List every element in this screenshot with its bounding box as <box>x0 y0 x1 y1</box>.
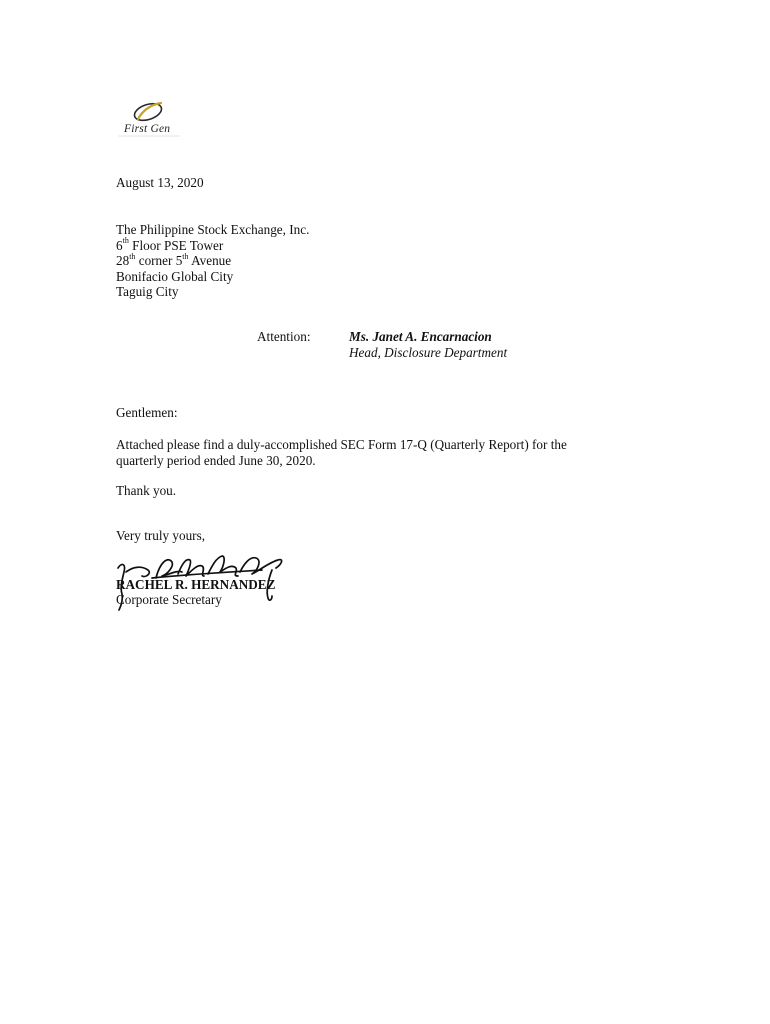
closing-line: Very truly yours, <box>116 528 206 543</box>
salutation: Gentlemen: <box>116 405 178 420</box>
signature-icon <box>112 548 292 614</box>
attention-block <box>349 329 507 360</box>
company-logo <box>116 98 182 140</box>
recipient-company: The Philippine Stock Exchange, Inc. <box>116 222 310 237</box>
recipient-city-area: Bonifacio Global City <box>116 268 234 284</box>
attention-title: Head, Disclosure Department <box>349 344 508 360</box>
recipient-address <box>116 222 309 300</box>
recipient-city: Taguig City <box>116 284 179 300</box>
signer-title: Corporate Secretary <box>116 592 222 607</box>
attention-label: Attention: <box>257 329 311 344</box>
handwritten-signature <box>112 548 292 614</box>
recipient-floor: 6th Floor PSE Tower <box>116 236 224 253</box>
body-paragraph <box>116 437 616 468</box>
signer-name: RACHEL R. HERNANDEZ <box>116 577 276 592</box>
thanks-line: Thank you. <box>116 483 177 498</box>
attention-name: Ms. Janet A. Encarnacion <box>349 329 492 344</box>
body-line: quarterly period ended June 30, 2020. <box>116 452 316 468</box>
letter-date: August 13, 2020 <box>116 175 204 190</box>
body-line: Attached please find a duly-accomplished SEC Form 17-Q (Quarterly Report) for the <box>116 437 567 452</box>
recipient-street: 28th corner 5th Avenue <box>116 251 232 269</box>
logo-wordmark: First Gen <box>124 123 171 135</box>
